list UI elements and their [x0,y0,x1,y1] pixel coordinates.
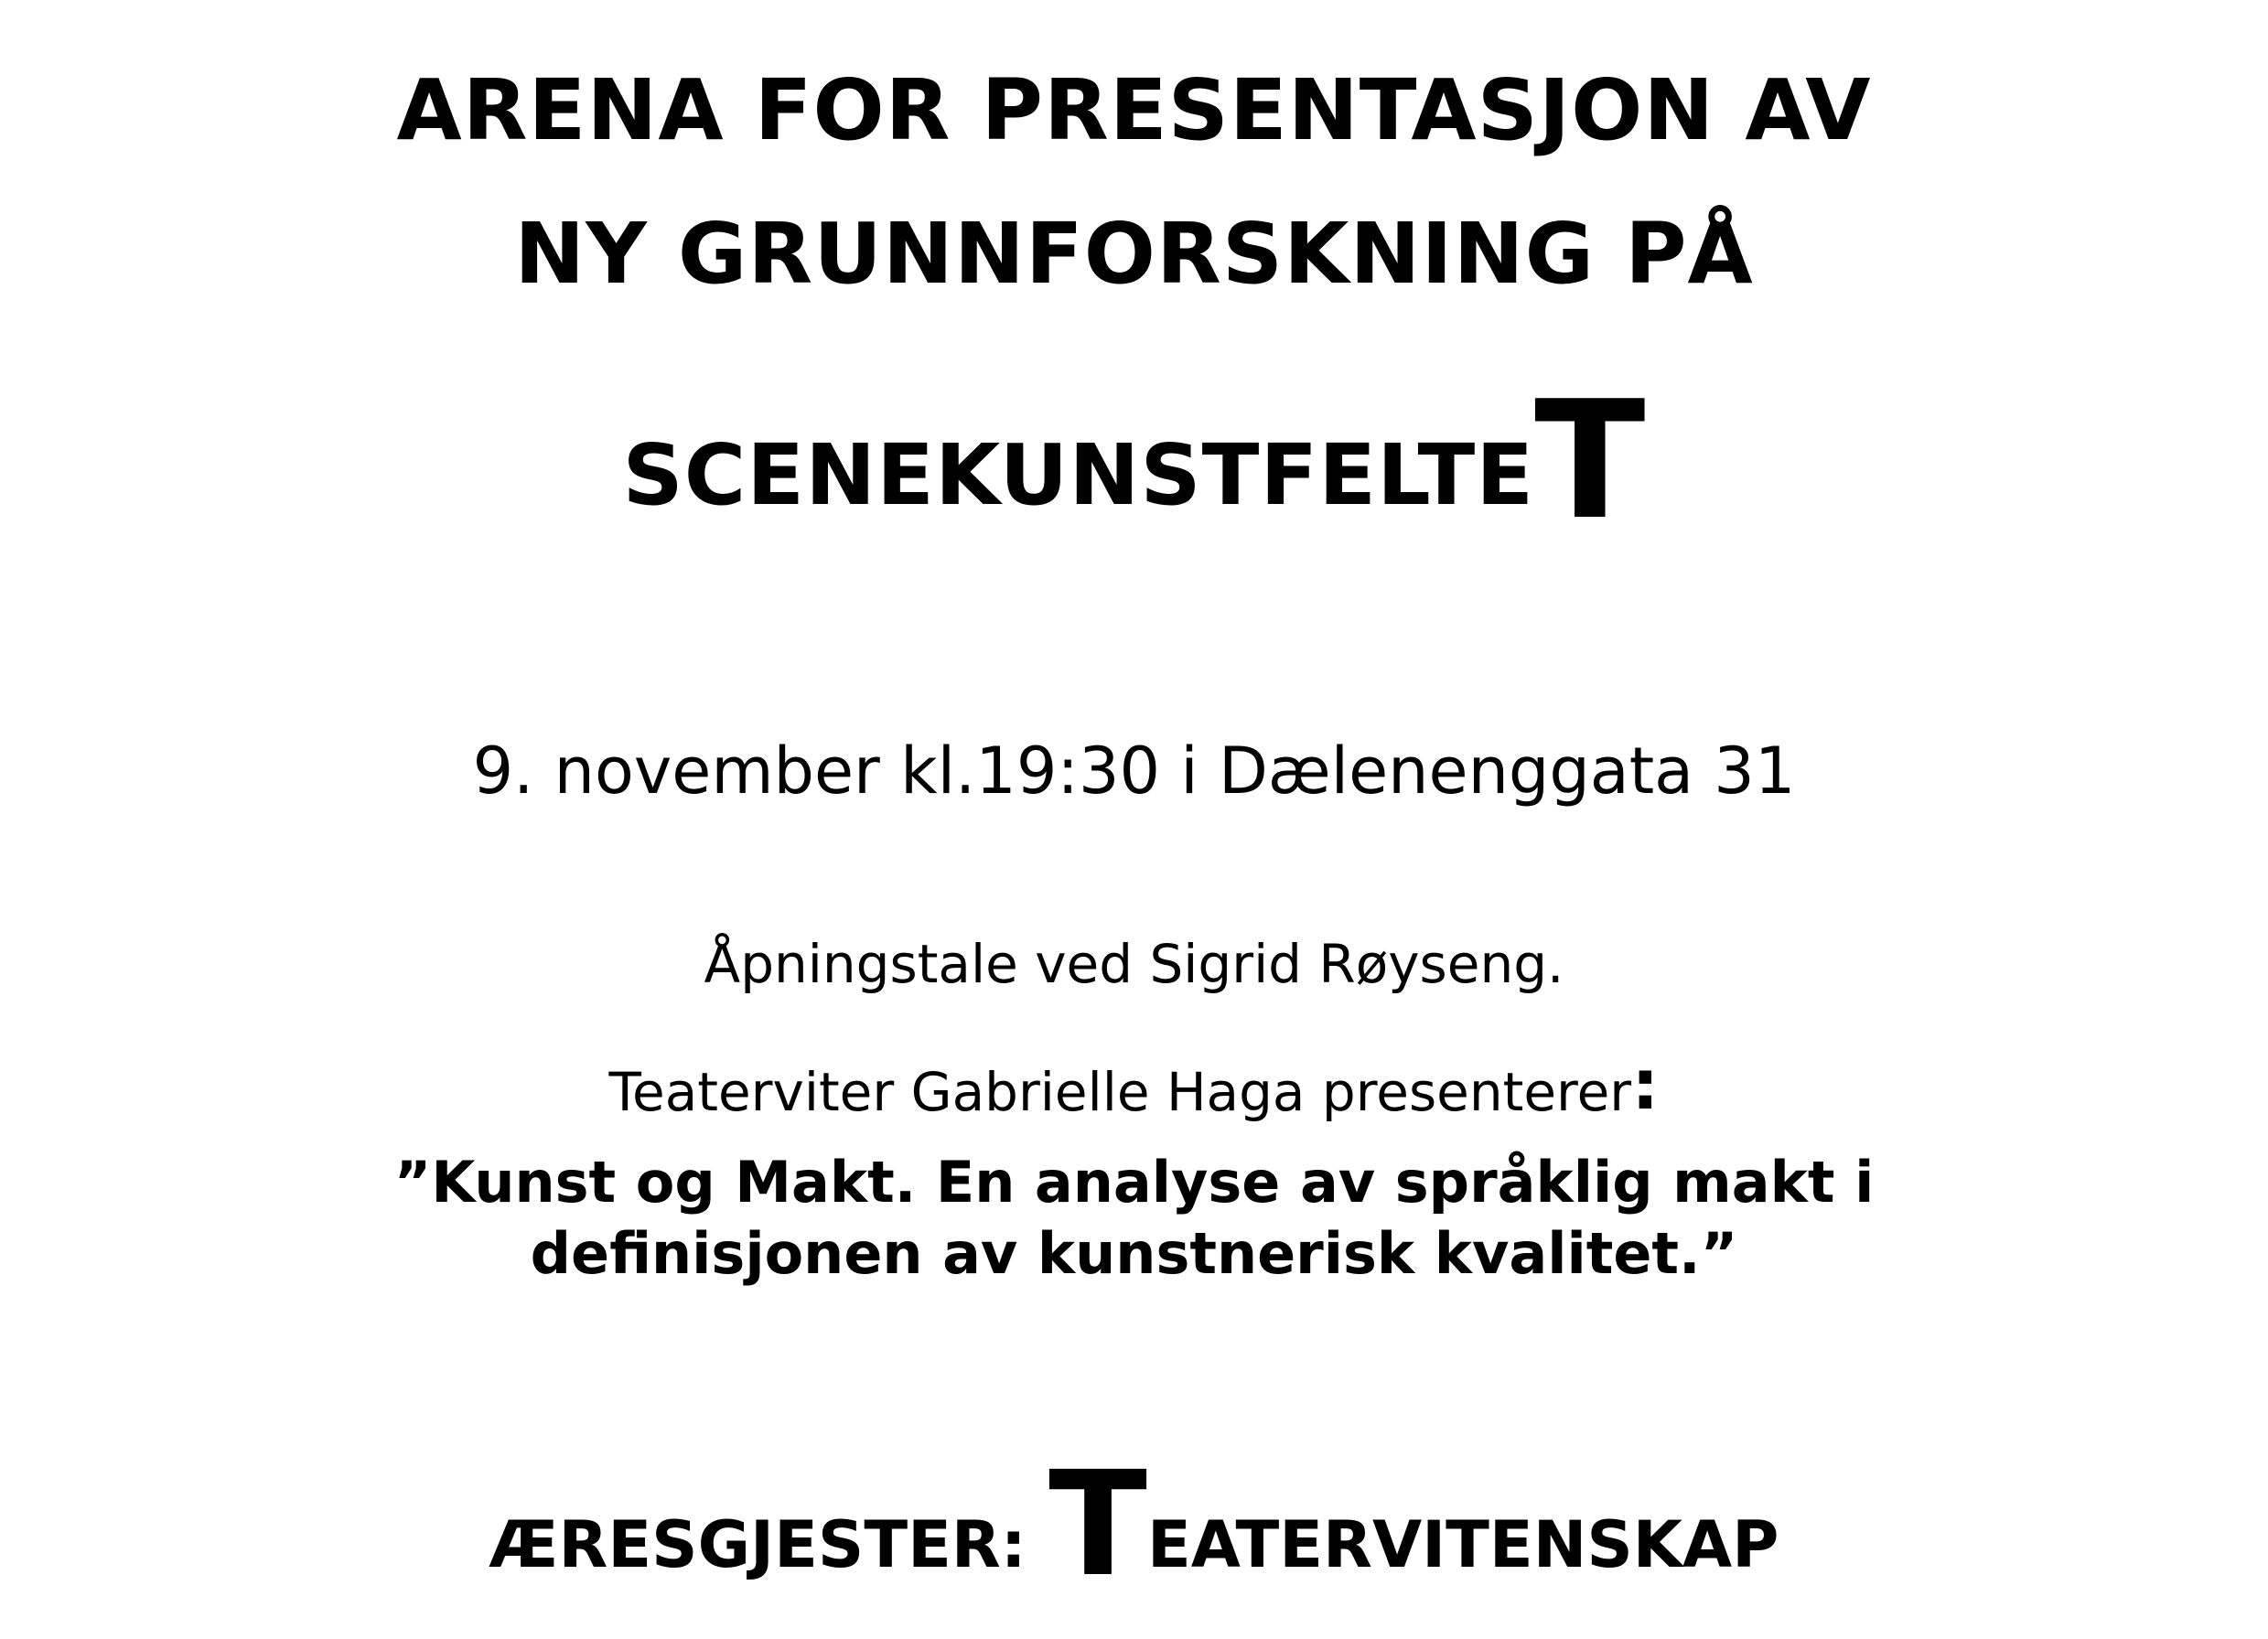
honored-guests-label: ÆRESGJESTER: [489,1507,1049,1582]
title-line-3 [0,366,2268,555]
title-line-3-large-letter: T [1534,366,1646,555]
honored-guests-large-letter: T [1048,1441,1147,1609]
talk-title-line-2 [0,1220,2268,1287]
talk-title-line-2-text: definisjonen av kunstnerisk kvalitet.” [530,1220,1738,1287]
date-location [0,734,2268,809]
presenter-colon: : [1631,1044,1660,1125]
title-line-1-text: ARENA FOR PRESENTASJON AV [396,61,1872,159]
talk-title-line-1-text: ”Kunst og Makt. En analyse av språklig makt i [393,1149,1875,1216]
opening-speech [0,933,2268,995]
honored-guests [0,1441,2268,1609]
opening-speech-text: Åpningstale ved Sigrid Røyseng. [704,933,1564,995]
presenter-text: Teaterviter Gabrielle Haga presenterer [608,1061,1632,1123]
title-line-2-text: NY GRUNNFORSKNING PÅ [514,205,1754,303]
honored-guests-rest: EATERVITENSKAP [1146,1507,1779,1582]
presenter-line [0,1044,2268,1125]
talk-title-line-1 [0,1149,2268,1216]
title-line-1 [0,61,2268,159]
title-line-3-text: SCENEKUNSTFELTE [622,426,1535,524]
date-location-text: 9. november kl.19:30 i Dælenenggata 31 [472,734,1796,809]
title-line-2 [0,205,2268,303]
